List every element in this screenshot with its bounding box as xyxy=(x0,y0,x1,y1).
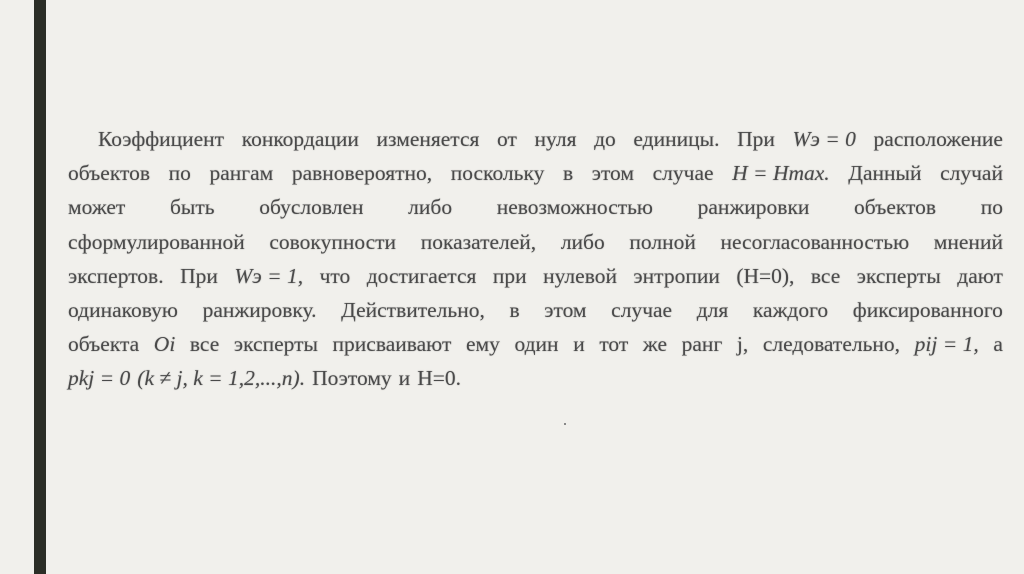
text-word: ранг xyxy=(681,332,723,357)
text-word: следовательно, xyxy=(762,332,901,357)
text-word: же xyxy=(642,332,668,357)
text-word: достигается xyxy=(366,263,477,288)
text-word: при xyxy=(492,263,527,288)
formula: Wэ = 1, xyxy=(234,263,304,288)
text-word: для xyxy=(696,297,729,322)
text-word: ранжировку. xyxy=(202,297,317,322)
text-word: ранжировки xyxy=(697,195,810,220)
text-word: ему xyxy=(465,332,500,357)
text-word: и xyxy=(398,366,411,391)
text-word: все xyxy=(189,332,220,357)
text-word: мнений xyxy=(933,229,1003,254)
text-word: до xyxy=(594,127,616,151)
text-word: один xyxy=(514,332,559,357)
text-word: тот xyxy=(599,332,629,357)
text-word: фиксированного xyxy=(852,297,1003,322)
text-word: эксперты xyxy=(856,263,941,288)
text-word: что xyxy=(319,263,351,288)
text-word: может xyxy=(68,195,126,220)
text-word: в xyxy=(509,297,520,322)
text-word: случай xyxy=(940,161,1003,186)
text-word: расположение xyxy=(873,127,1003,151)
formula: pkj = 0 xyxy=(68,366,131,391)
paragraph-line xyxy=(68,190,1003,224)
speck-dot xyxy=(564,423,566,425)
text-word: объекта xyxy=(68,332,140,357)
text-word: этом xyxy=(544,297,587,322)
formula: pij = 1, xyxy=(914,332,979,357)
text-word: j, xyxy=(736,332,749,357)
formula: H = Hmax. xyxy=(732,161,830,186)
text-word: этом xyxy=(591,161,635,186)
text-word: либо xyxy=(408,195,453,220)
text-word: присваивают xyxy=(332,332,452,357)
text-word: сформулированной xyxy=(68,229,245,254)
text-word: Данный xyxy=(848,161,922,186)
text-word: нулевой xyxy=(543,263,617,288)
text-word: равновероятно, xyxy=(291,161,433,186)
text-word: каждого xyxy=(752,297,829,322)
text-word: одинаковую xyxy=(68,297,178,322)
text-word: по xyxy=(980,195,1003,220)
text-word: энтропии xyxy=(633,263,720,288)
text-word: случае xyxy=(611,297,673,322)
slide-edge-bar xyxy=(34,0,46,574)
text-word: показателей, xyxy=(420,229,537,254)
text-word: рангам xyxy=(209,161,274,186)
text-word: в xyxy=(562,161,574,186)
text-word: и xyxy=(573,332,585,357)
text-word: все xyxy=(810,263,841,288)
text-word: При xyxy=(737,127,775,151)
text-word: экспертов. xyxy=(68,263,164,288)
text-word: несогласованностью xyxy=(720,229,910,254)
text-word: изменяется xyxy=(376,127,480,151)
text-word: нуля xyxy=(534,127,577,151)
paragraph-line xyxy=(68,361,1003,395)
paragraph-line xyxy=(68,293,1003,327)
text-word: Коэффициент xyxy=(98,127,225,151)
text-word: объектов xyxy=(68,161,150,186)
text-word: а xyxy=(993,332,1003,357)
paragraph-line xyxy=(68,225,1003,259)
text-word: Поэтому xyxy=(312,366,392,391)
body-paragraph xyxy=(68,122,1003,396)
text-word: обусловлен xyxy=(259,195,364,220)
text-word: быть xyxy=(169,195,215,220)
paragraph-line xyxy=(68,259,1003,293)
formula: Wэ = 0 xyxy=(792,127,856,151)
text-word: по xyxy=(168,161,191,186)
paragraph-line xyxy=(68,156,1003,190)
text-word: эксперты xyxy=(233,332,318,357)
text-word: конкордации xyxy=(241,127,359,151)
text-word: невозможностью xyxy=(496,195,653,220)
text-word: (H=0), xyxy=(736,263,795,288)
text-word: дают xyxy=(957,263,1003,288)
text-word: поскольку xyxy=(450,161,545,186)
formula: Oi xyxy=(153,332,176,357)
text-word: объектов xyxy=(854,195,937,220)
text-word: H=0. xyxy=(417,366,461,391)
text-word: либо xyxy=(560,229,605,254)
paragraph-line xyxy=(68,122,1003,156)
text-word: случае xyxy=(652,161,714,186)
paragraph-line xyxy=(68,327,1003,361)
text-word: Действительно, xyxy=(341,297,485,322)
text-word: При xyxy=(180,263,218,288)
text-word: совокупности xyxy=(269,229,397,254)
text-word: единицы. xyxy=(633,127,720,151)
text-word: полной xyxy=(629,229,696,254)
formula: (k ≠ j, k = 1,2,...,n). xyxy=(137,366,306,391)
text-word: от xyxy=(497,127,517,151)
